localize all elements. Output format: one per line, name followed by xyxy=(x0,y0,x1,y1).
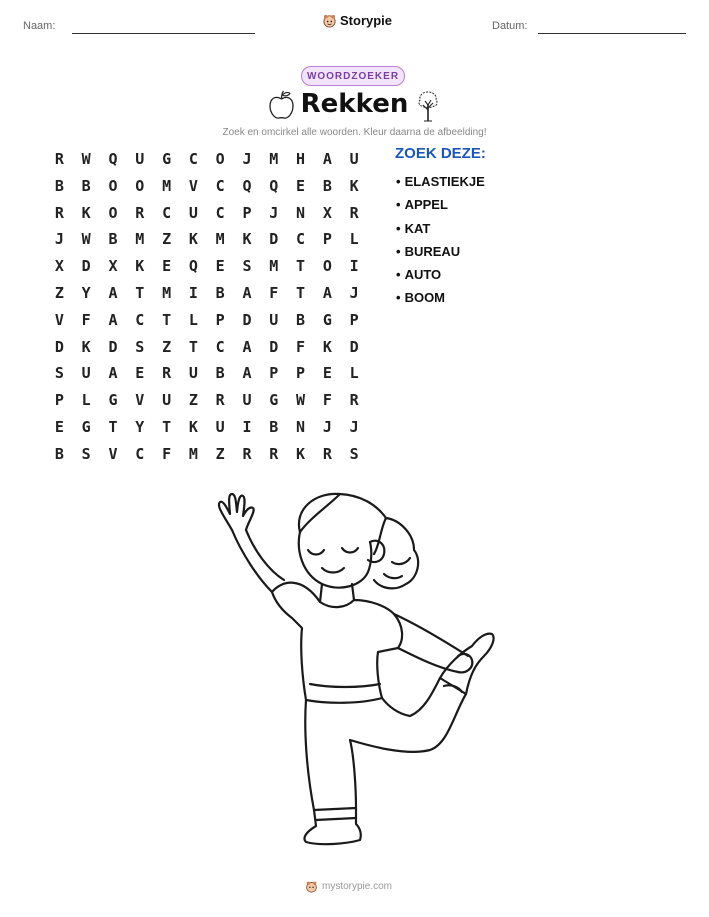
grid-letter[interactable]: R xyxy=(162,364,172,383)
closed-eye-left xyxy=(308,550,324,555)
grid-letter[interactable]: S xyxy=(242,257,252,276)
grid-letter[interactable]: A xyxy=(322,283,332,302)
grid-letter[interactable]: J xyxy=(242,150,252,168)
grid-letter[interactable]: C xyxy=(215,337,225,356)
grid-letter[interactable]: R xyxy=(349,391,359,410)
grid-letter[interactable]: L xyxy=(188,310,198,329)
grid-letter[interactable]: U xyxy=(215,417,225,436)
grid-letter[interactable]: T xyxy=(162,310,172,329)
grid-letter[interactable]: K xyxy=(135,257,145,276)
grid-letter[interactable]: W xyxy=(81,150,91,168)
grid-letter[interactable]: M xyxy=(135,230,145,249)
grid-letter[interactable]: A xyxy=(242,337,252,356)
grid-letter[interactable]: K xyxy=(322,337,332,356)
grid-letter[interactable]: A xyxy=(108,364,118,383)
hair xyxy=(299,494,418,589)
grid-letter[interactable]: J xyxy=(322,417,332,436)
bullet: • xyxy=(396,220,401,236)
page-title: Rekken xyxy=(300,89,409,119)
grid-letter[interactable]: X xyxy=(322,203,332,222)
grid-letter[interactable]: P xyxy=(242,203,252,222)
bullet: • xyxy=(396,243,401,259)
grid-letter[interactable]: M xyxy=(269,150,279,168)
grid-letter[interactable]: K xyxy=(188,230,198,249)
brand-name: Storypie xyxy=(340,13,393,28)
grid-letter[interactable]: U xyxy=(269,310,279,329)
grid-letter[interactable]: U xyxy=(162,391,172,410)
grid-letter[interactable]: M xyxy=(188,444,198,463)
grid-letter[interactable]: B xyxy=(108,230,118,249)
grid-letter[interactable]: U xyxy=(349,150,359,168)
grid-letter[interactable]: L xyxy=(349,364,359,383)
word-list-item xyxy=(396,286,485,309)
grid-letter[interactable]: R xyxy=(54,150,64,168)
grid-letter[interactable]: A xyxy=(108,310,118,329)
grid-letter[interactable]: L xyxy=(349,230,359,249)
grid-letter[interactable]: T xyxy=(108,417,118,436)
grid-letter[interactable]: V xyxy=(135,391,145,410)
grid-row xyxy=(46,146,368,173)
grid-row xyxy=(46,280,368,307)
closed-eye-right xyxy=(342,548,358,553)
grid-letter[interactable]: D xyxy=(54,337,64,356)
grid-letter[interactable]: J xyxy=(269,203,279,222)
word-list-word: KAT xyxy=(404,220,431,236)
grid-letter[interactable]: U xyxy=(188,364,198,383)
grid-letter[interactable]: Q xyxy=(188,257,198,276)
brand-logo xyxy=(322,13,392,28)
grid-letter[interactable]: T xyxy=(135,283,145,302)
grid-letter[interactable]: D xyxy=(242,310,252,329)
shirt xyxy=(272,583,402,703)
grid-letter[interactable]: K xyxy=(296,444,306,463)
word-list-item xyxy=(396,240,485,263)
grid-letter[interactable]: F xyxy=(296,337,306,356)
grid-letter[interactable]: B xyxy=(269,417,279,436)
grid-letter[interactable]: I xyxy=(188,283,198,302)
grid-letter[interactable]: W xyxy=(81,230,91,249)
grid-letter[interactable]: F xyxy=(162,444,172,463)
grid-letter[interactable]: I xyxy=(242,417,252,436)
grid-letter[interactable]: J xyxy=(349,283,359,302)
grid-letter[interactable]: C xyxy=(135,444,145,463)
grid-letter[interactable]: K xyxy=(349,176,359,195)
grid-letter[interactable]: R xyxy=(269,444,279,463)
bullet: • xyxy=(396,267,401,283)
grid-letter[interactable]: C xyxy=(296,230,306,249)
word-list-word: BOOM xyxy=(404,290,446,306)
grid-letter[interactable]: Q xyxy=(242,176,252,195)
grid-letter[interactable]: P xyxy=(322,230,332,249)
grid-letter[interactable]: L xyxy=(81,391,91,410)
grid-letter[interactable]: O xyxy=(322,257,332,276)
grid-letter[interactable]: P xyxy=(269,364,279,383)
grid-letter[interactable]: K xyxy=(81,203,91,222)
grid-letter[interactable]: P xyxy=(215,310,225,329)
grid-letter[interactable]: C xyxy=(188,150,198,168)
grid-letter[interactable]: M xyxy=(269,257,279,276)
grid-letter[interactable]: B xyxy=(81,176,91,195)
grid-letter[interactable]: I xyxy=(349,257,359,276)
grid-letter[interactable]: O xyxy=(108,176,118,195)
grid-letter[interactable]: S xyxy=(54,364,64,383)
word-list-title: ZOEK DEZE: xyxy=(395,145,486,162)
grid-letter[interactable]: Y xyxy=(81,283,91,302)
grid-letter[interactable]: O xyxy=(135,176,145,195)
grid-letter[interactable]: E xyxy=(162,257,172,276)
grid-row xyxy=(46,173,368,200)
grid-letter[interactable]: F xyxy=(81,310,91,329)
grid-letter[interactable]: D xyxy=(269,230,279,249)
grid-letter[interactable]: D xyxy=(108,337,118,356)
grid-letter[interactable]: R xyxy=(242,444,252,463)
tree-icon xyxy=(416,90,440,122)
standing-foot xyxy=(304,808,360,844)
grid-letter[interactable]: Z xyxy=(162,230,172,249)
grid-letter[interactable]: G xyxy=(108,391,118,410)
footer xyxy=(305,880,392,893)
grid-letter[interactable]: S xyxy=(349,444,359,463)
face xyxy=(299,532,371,588)
word-search-grid xyxy=(46,146,368,468)
grid-letter[interactable]: P xyxy=(349,310,359,329)
pants xyxy=(305,678,466,810)
grid-letter[interactable]: X xyxy=(54,257,64,276)
grid-letter[interactable]: N xyxy=(296,203,306,222)
storypie-mascot-icon xyxy=(305,880,318,893)
grid-letter[interactable]: W xyxy=(296,391,306,410)
word-list-item xyxy=(396,217,485,240)
grid-row xyxy=(46,253,368,280)
date-line[interactable] xyxy=(538,33,686,34)
grid-letter[interactable]: J xyxy=(349,417,359,436)
grid-letter[interactable]: Z xyxy=(215,444,225,463)
grid-letter[interactable]: U xyxy=(135,150,145,168)
word-list-item xyxy=(396,193,485,216)
worksheet-type-badge: WOORDZOEKER xyxy=(301,66,405,86)
word-list-item xyxy=(396,263,485,286)
bullet: • xyxy=(396,197,401,213)
footer-url[interactable]: mystorypie.com xyxy=(322,881,393,892)
name-line[interactable] xyxy=(72,33,255,34)
grid-letter[interactable]: E xyxy=(296,176,306,195)
grid-letter[interactable]: Z xyxy=(162,337,172,356)
grid-letter[interactable]: O xyxy=(108,203,118,222)
grid-letter[interactable]: K xyxy=(81,337,91,356)
grid-letter[interactable]: K xyxy=(242,230,252,249)
grid-letter[interactable]: B xyxy=(296,310,306,329)
grid-letter[interactable]: C xyxy=(215,176,225,195)
grid-letter[interactable]: B xyxy=(215,283,225,302)
grid-row xyxy=(46,387,368,414)
grid-letter[interactable]: J xyxy=(54,230,64,249)
grid-letter[interactable]: E xyxy=(215,257,225,276)
name-label: Naam: xyxy=(23,20,56,32)
date-label: Datum: xyxy=(492,20,528,32)
grid-letter[interactable]: Y xyxy=(135,417,145,436)
grid-letter[interactable]: C xyxy=(215,203,225,222)
grid-letter[interactable]: A xyxy=(242,364,252,383)
grid-letter[interactable]: P xyxy=(54,391,64,410)
grid-row xyxy=(46,441,368,468)
grid-letter[interactable]: D xyxy=(81,257,91,276)
word-list-word: ELASTIEKJE xyxy=(404,174,485,189)
word-list-word: AUTO xyxy=(404,267,442,283)
grid-letter[interactable]: P xyxy=(296,364,306,383)
raised-hand xyxy=(219,494,254,530)
grid-row xyxy=(46,334,368,361)
grid-letter[interactable]: V xyxy=(188,176,198,195)
word-list-word: BUREAU xyxy=(404,243,461,259)
grid-letter[interactable]: E xyxy=(54,417,64,436)
grid-letter[interactable]: Z xyxy=(188,391,198,410)
grid-letter[interactable]: M xyxy=(162,283,172,302)
word-list-item xyxy=(396,170,485,193)
grid-letter[interactable]: M xyxy=(162,176,172,195)
grid-letter[interactable]: A xyxy=(108,283,118,302)
grid-letter[interactable]: V xyxy=(54,310,64,329)
grid-letter[interactable]: G xyxy=(322,310,332,329)
grid-letter[interactable]: T xyxy=(296,257,306,276)
grid-letter[interactable]: D xyxy=(349,337,359,356)
grid-row xyxy=(46,307,368,334)
grid-letter[interactable]: R xyxy=(135,203,145,222)
grid-letter[interactable]: B xyxy=(54,176,64,195)
grid-letter[interactable]: D xyxy=(269,337,279,356)
arm xyxy=(394,614,468,656)
raised-arm xyxy=(232,530,272,592)
grid-letter[interactable]: G xyxy=(81,417,91,436)
grid-letter[interactable]: N xyxy=(296,417,306,436)
grid-row xyxy=(46,200,368,227)
bullet: • xyxy=(396,174,401,189)
grid-letter[interactable]: F xyxy=(322,391,332,410)
grid-letter[interactable]: G xyxy=(269,391,279,410)
grid-letter[interactable]: B xyxy=(322,176,332,195)
grid-letter[interactable]: K xyxy=(188,417,198,436)
grid-letter[interactable]: B xyxy=(54,444,64,463)
word-list xyxy=(396,170,485,310)
grid-letter[interactable]: Q xyxy=(269,176,279,195)
grid-letter[interactable]: V xyxy=(108,444,118,463)
grid-row xyxy=(46,360,368,387)
grid-letter[interactable]: O xyxy=(215,150,225,168)
grid-letter[interactable]: Z xyxy=(54,283,64,302)
instructions: Zoek en omcirkel alle woorden. Kleur daarna de afbeelding! xyxy=(222,127,487,138)
grid-letter[interactable]: U xyxy=(81,364,91,383)
grid-letter[interactable]: E xyxy=(135,364,145,383)
grid-letter[interactable]: S xyxy=(81,444,91,463)
grid-letter[interactable]: B xyxy=(215,364,225,383)
grid-letter[interactable]: Q xyxy=(108,150,118,168)
smile xyxy=(322,568,344,573)
bullet: • xyxy=(396,290,401,306)
grid-letter[interactable]: X xyxy=(108,257,118,276)
grid-letter[interactable]: C xyxy=(162,203,172,222)
grid-letter[interactable]: R xyxy=(54,203,64,222)
grid-row xyxy=(46,226,368,253)
grid-letter[interactable]: T xyxy=(188,337,198,356)
grid-letter[interactable]: F xyxy=(269,283,279,302)
grid-letter[interactable]: R xyxy=(215,391,225,410)
storypie-mascot-icon xyxy=(322,13,337,28)
grid-letter[interactable]: R xyxy=(322,444,332,463)
grid-letter[interactable]: G xyxy=(162,150,172,168)
grid-letter[interactable]: E xyxy=(322,364,332,383)
grid-letter[interactable]: T xyxy=(296,283,306,302)
grid-letter[interactable]: M xyxy=(215,230,225,249)
grid-letter[interactable]: U xyxy=(242,391,252,410)
grid-letter[interactable]: R xyxy=(349,203,359,222)
grid-letter[interactable]: A xyxy=(242,283,252,302)
grid-letter[interactable]: H xyxy=(296,150,306,168)
grid-letter[interactable]: C xyxy=(135,310,145,329)
girl-stretching-illustration xyxy=(210,488,500,860)
grid-row xyxy=(46,414,368,441)
grid-letter[interactable]: U xyxy=(188,203,198,222)
grid-letter[interactable]: S xyxy=(135,337,145,356)
grid-letter[interactable]: T xyxy=(162,417,172,436)
word-list-word: APPEL xyxy=(404,197,448,213)
grid-letter[interactable]: A xyxy=(322,150,332,168)
